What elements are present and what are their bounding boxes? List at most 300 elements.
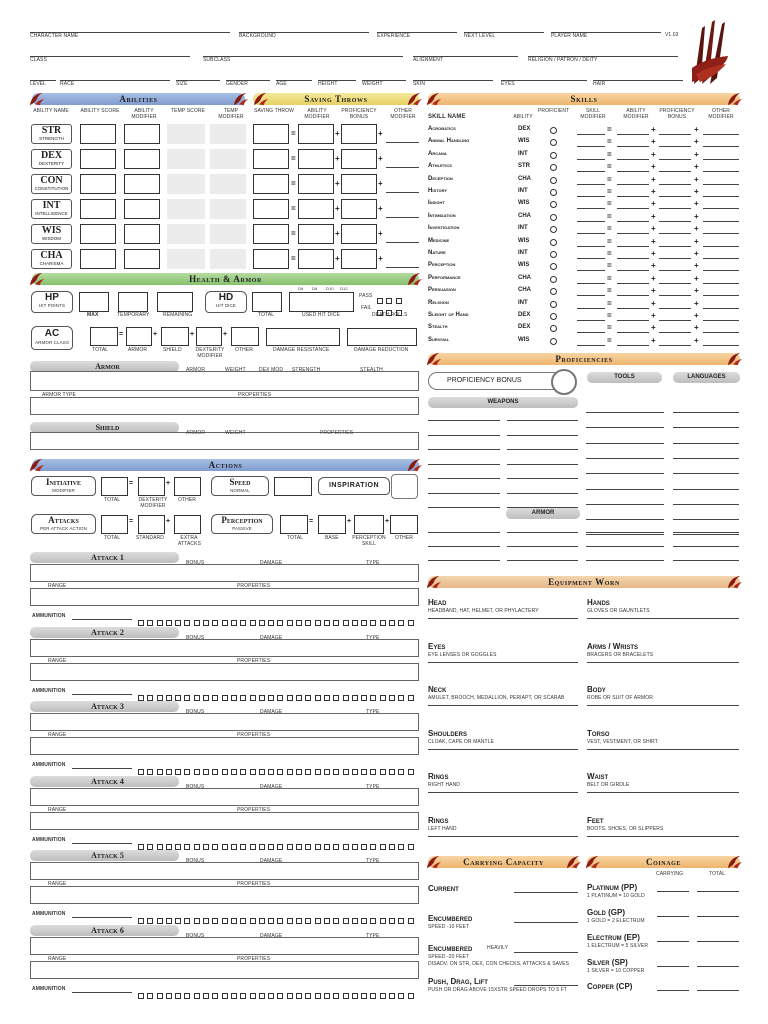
coin-carrying-line[interactable]: [657, 891, 689, 892]
attack-row-box[interactable]: [30, 862, 419, 880]
skill-other-line[interactable]: [703, 320, 739, 321]
languages-line[interactable]: [673, 534, 739, 535]
ability-modifier-box[interactable]: [124, 174, 160, 194]
save-prof-bonus-box[interactable]: [341, 224, 377, 244]
equipment-line[interactable]: [587, 749, 739, 750]
header-label: LEVEL: [30, 81, 47, 87]
skill-other-line[interactable]: [703, 283, 739, 284]
skill-prof-line[interactable]: [659, 134, 691, 135]
skill-other-line[interactable]: [703, 332, 739, 333]
skill-other-line[interactable]: [703, 208, 739, 209]
attack-range-box[interactable]: [30, 886, 419, 904]
equipment-line[interactable]: [428, 836, 578, 837]
coin-total-line[interactable]: [697, 941, 739, 942]
save-other-line[interactable]: [386, 267, 419, 268]
skill-proficient-radio[interactable]: [550, 251, 557, 258]
hp-field-label: TOTAL: [258, 312, 275, 318]
tools-line[interactable]: [586, 412, 664, 413]
languages-line[interactable]: [673, 458, 739, 459]
ammunition-checkboxes[interactable]: [138, 911, 417, 929]
skill-proficient-radio[interactable]: [550, 338, 557, 345]
temp-modifier-box[interactable]: [210, 174, 246, 194]
weapons-line[interactable]: [428, 449, 500, 450]
skill-prof-line[interactable]: [659, 208, 691, 209]
skill-modifier-line[interactable]: [577, 283, 605, 284]
carrying-line[interactable]: [514, 952, 578, 953]
languages-line[interactable]: [673, 427, 739, 428]
skill-prof-line[interactable]: [659, 233, 691, 234]
ability-score-box[interactable]: [80, 124, 116, 144]
ability-score-box[interactable]: [80, 249, 116, 269]
skill-modifier-line[interactable]: [577, 184, 605, 185]
armor-prof-line[interactable]: [428, 532, 500, 533]
skill-prof-line[interactable]: [659, 295, 691, 296]
hp-sub: HIT POINTS: [38, 303, 66, 308]
skill-modifier-line[interactable]: [577, 345, 605, 346]
skill-proficient-radio[interactable]: [550, 301, 557, 308]
ability-score-box[interactable]: [80, 224, 116, 244]
saving-throw-box[interactable]: [253, 224, 289, 244]
skill-modifier-line[interactable]: [577, 134, 605, 135]
skill-ability: DEX: [518, 312, 531, 318]
ability-modifier-box[interactable]: [124, 249, 160, 269]
skill-ability-mod-line[interactable]: [617, 134, 649, 135]
saving-throw-box[interactable]: [253, 199, 289, 219]
saving-throw-box[interactable]: [253, 249, 289, 269]
armor-type-box[interactable]: [30, 397, 419, 415]
weapons-line[interactable]: [428, 507, 500, 508]
attacks-count-box[interactable]: [174, 515, 201, 534]
equipment-line[interactable]: [587, 792, 739, 793]
languages-line[interactable]: [673, 532, 739, 533]
ammunition-line[interactable]: [72, 843, 132, 844]
save-other-line[interactable]: [386, 167, 419, 168]
hd-sub: HIT DICE: [216, 303, 236, 308]
header-field-line[interactable]: [203, 56, 403, 57]
skill-ability-mod-line[interactable]: [617, 221, 649, 222]
save-other-line[interactable]: [386, 217, 419, 218]
skill-modifier-line[interactable]: [577, 208, 605, 209]
save-prof-bonus-box[interactable]: [341, 124, 377, 144]
armor-prof-line[interactable]: [507, 532, 578, 533]
speed-box[interactable]: [274, 477, 312, 496]
skill-prof-line[interactable]: [659, 308, 691, 309]
ability-modifier-box[interactable]: [124, 124, 160, 144]
skill-proficient-radio[interactable]: [550, 152, 557, 159]
coin-desc: 1 SILVER = 10 COPPER: [587, 968, 645, 974]
weapons-line[interactable]: [507, 449, 578, 450]
ammunition-checkboxes[interactable]: [138, 762, 417, 780]
coin-total-line[interactable]: [697, 916, 739, 917]
skill-modifier-line[interactable]: [577, 196, 605, 197]
temp-modifier-box[interactable]: [210, 199, 246, 219]
skill-proficient-radio[interactable]: [550, 263, 557, 270]
temp-modifier-box[interactable]: [210, 224, 246, 244]
attack-row-box[interactable]: [30, 564, 419, 582]
skill-other-line[interactable]: [703, 221, 739, 222]
header-label: CLASS: [30, 57, 47, 63]
save-ability-mod-box[interactable]: [298, 174, 334, 194]
attack-range-box[interactable]: [30, 961, 419, 979]
weapons-line[interactable]: [507, 493, 578, 494]
skill-ability-mod-line[interactable]: [617, 270, 649, 271]
perception-box[interactable]: [318, 515, 346, 534]
ac-component-box[interactable]: [90, 327, 118, 346]
tools-line[interactable]: [586, 489, 664, 490]
attack-range-box[interactable]: [30, 588, 419, 606]
save-ability-mod-box[interactable]: [298, 124, 334, 144]
skill-ability-mod-line[interactable]: [617, 246, 649, 247]
save-ability-mod-box[interactable]: [298, 224, 334, 244]
hd-label-box: [205, 291, 247, 313]
skill-prof-line[interactable]: [659, 184, 691, 185]
skill-modifier-line[interactable]: [577, 221, 605, 222]
saving-throw-box[interactable]: [253, 174, 289, 194]
tools-line[interactable]: [586, 534, 664, 535]
ac-component-box[interactable]: [196, 327, 222, 346]
hp-max-box[interactable]: [79, 292, 109, 312]
armor-prof-line[interactable]: [428, 546, 500, 547]
languages-line[interactable]: [673, 412, 739, 413]
equipment-line[interactable]: [428, 662, 578, 663]
skill-proficient-radio[interactable]: [550, 239, 557, 246]
save-ability-mod-box[interactable]: [298, 199, 334, 219]
skill-ability-mod-line[interactable]: [617, 320, 649, 321]
temp-score-box[interactable]: [167, 249, 205, 269]
coin-carrying-line[interactable]: [657, 966, 689, 967]
languages-line[interactable]: [673, 489, 739, 490]
ability-abbr: DEX: [40, 150, 63, 161]
attacks-count-box[interactable]: [138, 515, 165, 534]
temp-score-box[interactable]: [167, 174, 205, 194]
armor-prof-line[interactable]: [507, 560, 578, 561]
carrying-name: Push, Drag, Lift: [428, 977, 488, 986]
initiative-box[interactable]: [101, 477, 128, 496]
attack-range-box[interactable]: [30, 737, 419, 755]
tools-line[interactable]: [586, 427, 664, 428]
attack-title: Attack 5: [30, 850, 179, 861]
ac-component-box[interactable]: [126, 327, 152, 346]
weapons-line[interactable]: [428, 464, 500, 465]
perception-box[interactable]: [390, 515, 418, 534]
ammunition-checkboxes[interactable]: [138, 613, 417, 631]
tools-line[interactable]: [586, 519, 664, 520]
weapons-line[interactable]: [507, 435, 578, 436]
perception-box[interactable]: [280, 515, 308, 534]
perception-box[interactable]: [354, 515, 384, 534]
ammunition-line[interactable]: [72, 768, 132, 769]
skill-modifier-line[interactable]: [577, 146, 605, 147]
skill-ability-mod-line[interactable]: [617, 345, 649, 346]
carrying-title: Carrying Capacity: [428, 856, 579, 868]
temp-score-box[interactable]: [167, 224, 205, 244]
ability-abbr: CHA: [40, 250, 63, 261]
save-prof-bonus-box[interactable]: [341, 149, 377, 169]
skill-ability-mod-line[interactable]: [617, 295, 649, 296]
skill-ability-mod-line[interactable]: [617, 208, 649, 209]
header-label: EXPERIENCE: [377, 33, 411, 39]
equals-sign: =: [129, 518, 134, 525]
saving-throw-box[interactable]: [253, 124, 289, 144]
ability-modifier-box[interactable]: [124, 199, 160, 219]
hp-remaining-box[interactable]: [157, 292, 193, 312]
coin-total-line[interactable]: [697, 891, 739, 892]
skill-other-line[interactable]: [703, 233, 739, 234]
skill-prof-line[interactable]: [659, 246, 691, 247]
header-field-line[interactable]: [593, 80, 683, 81]
skill-ability-mod-line[interactable]: [617, 258, 649, 259]
attack-row-box[interactable]: [30, 713, 419, 731]
carrying-line[interactable]: [514, 985, 578, 986]
ammunition-checkboxes[interactable]: [138, 837, 417, 855]
skill-other-line[interactable]: [703, 270, 739, 271]
damage-reduction-box[interactable]: [347, 328, 417, 346]
skill-prof-line[interactable]: [659, 332, 691, 333]
header-label: SUBCLASS: [203, 57, 231, 63]
attack-range-box[interactable]: [30, 812, 419, 830]
armor-col-label: STRENGTH: [292, 367, 321, 373]
armor-row-box[interactable]: [30, 371, 419, 391]
coin-carrying-line[interactable]: [657, 990, 689, 991]
skill-other-line[interactable]: [703, 196, 739, 197]
skill-ability-mod-line[interactable]: [617, 184, 649, 185]
equipment-line[interactable]: [428, 705, 578, 706]
save-ability-mod-box[interactable]: [298, 249, 334, 269]
skill-modifier-line[interactable]: [577, 258, 605, 259]
skill-modifier-line[interactable]: [577, 308, 605, 309]
weapons-line[interactable]: [507, 478, 578, 479]
proficiency-bonus-circle[interactable]: [551, 369, 577, 395]
attack-row-box[interactable]: [30, 937, 419, 955]
equipment-line[interactable]: [428, 749, 578, 750]
coin-total-line[interactable]: [697, 966, 739, 967]
skill-prof-line[interactable]: [659, 320, 691, 321]
skill-proficient-radio[interactable]: [550, 177, 557, 184]
skill-proficient-radio[interactable]: [550, 288, 557, 295]
tools-line[interactable]: [586, 560, 664, 561]
ammunition-line[interactable]: [72, 917, 132, 918]
weapons-line[interactable]: [428, 420, 500, 421]
ability-score-box[interactable]: [80, 149, 116, 169]
skill-proficient-radio[interactable]: [550, 226, 557, 233]
equipment-line[interactable]: [428, 618, 578, 619]
save-prof-bonus-box[interactable]: [341, 249, 377, 269]
skill-other-line[interactable]: [703, 146, 739, 147]
skill-proficient-radio[interactable]: [550, 139, 557, 146]
header-label: HAIR: [593, 81, 606, 87]
temp-modifier-box[interactable]: [210, 124, 246, 144]
attack-row-box[interactable]: [30, 639, 419, 657]
ac-component-box[interactable]: [161, 327, 189, 346]
equipment-line[interactable]: [587, 836, 739, 837]
ability-score-box[interactable]: [80, 174, 116, 194]
equals-sign: =: [129, 480, 134, 487]
skill-other-line[interactable]: [703, 171, 739, 172]
attack-col-label: TYPE: [366, 709, 380, 715]
weapons-title: WEAPONS: [428, 397, 578, 408]
skill-other-line[interactable]: [703, 184, 739, 185]
tools-line[interactable]: [586, 504, 664, 505]
languages-line[interactable]: [673, 473, 739, 474]
skill-modifier-line[interactable]: [577, 171, 605, 172]
skill-proficient-radio[interactable]: [550, 164, 557, 171]
damage-resistance-box[interactable]: [266, 328, 340, 346]
pass-label: PASS: [359, 293, 373, 299]
languages-line[interactable]: [673, 519, 739, 520]
plus-sign: +: [651, 211, 656, 221]
armor-prof-line[interactable]: [428, 560, 500, 561]
ammunition-line[interactable]: [72, 619, 132, 620]
plus-sign: +: [651, 137, 656, 147]
ac-component-box[interactable]: [231, 327, 259, 346]
skill-other-line[interactable]: [703, 246, 739, 247]
header-field-line[interactable]: [30, 56, 190, 57]
attacks-count-box[interactable]: [101, 515, 128, 534]
skill-other-line[interactable]: [703, 134, 739, 135]
save-prof-bonus-box[interactable]: [341, 174, 377, 194]
skill-other-line[interactable]: [703, 159, 739, 160]
coin-carrying-line[interactable]: [657, 941, 689, 942]
equipment-line[interactable]: [587, 618, 739, 619]
temp-score-box[interactable]: [167, 149, 205, 169]
hd-total-box[interactable]: [252, 292, 282, 312]
attack-properties-label: PROPERTIES: [237, 955, 271, 962]
skill-other-line[interactable]: [703, 345, 739, 346]
temp-modifier-box[interactable]: [210, 149, 246, 169]
temp-modifier-box[interactable]: [210, 249, 246, 269]
skill-prof-line[interactable]: [659, 159, 691, 160]
weapons-line[interactable]: [507, 420, 578, 421]
skill-proficient-radio[interactable]: [550, 325, 557, 332]
equipment-line[interactable]: [428, 792, 578, 793]
skill-ability-mod-line[interactable]: [617, 196, 649, 197]
skill-modifier-line[interactable]: [577, 233, 605, 234]
equals-sign: =: [607, 199, 612, 209]
tools-line[interactable]: [586, 473, 664, 474]
weapons-line[interactable]: [428, 478, 500, 479]
languages-line[interactable]: [673, 443, 739, 444]
header-label: WEIGHT: [362, 81, 383, 87]
skill-prof-line[interactable]: [659, 196, 691, 197]
save-other-line[interactable]: [386, 242, 419, 243]
used-hit-dice-box[interactable]: [289, 292, 354, 312]
skill-prof-line[interactable]: [659, 270, 691, 271]
skill-proficient-radio[interactable]: [550, 127, 557, 134]
header-label: HEIGHT: [318, 81, 338, 87]
weapons-line[interactable]: [507, 464, 578, 465]
skill-modifier-line[interactable]: [577, 159, 605, 160]
temp-score-box[interactable]: [167, 199, 205, 219]
attack-range-label: RANGE: [48, 732, 67, 738]
ability-score-box[interactable]: [80, 199, 116, 219]
temp-score-box[interactable]: [167, 124, 205, 144]
skill-modifier-line[interactable]: [577, 332, 605, 333]
skill-proficient-radio[interactable]: [550, 313, 557, 320]
ammunition-line[interactable]: [72, 992, 132, 993]
attack-range-box[interactable]: [30, 663, 419, 681]
coin-carrying-line[interactable]: [657, 916, 689, 917]
languages-line[interactable]: [673, 504, 739, 505]
plus-sign: +: [153, 331, 158, 338]
skill-prof-line[interactable]: [659, 146, 691, 147]
skill-ability-mod-line[interactable]: [617, 332, 649, 333]
equipment-line[interactable]: [587, 662, 739, 663]
skill-modifier-line[interactable]: [577, 246, 605, 247]
hp-temp-box[interactable]: [118, 292, 148, 312]
skill-prof-line[interactable]: [659, 258, 691, 259]
skill-other-line[interactable]: [703, 295, 739, 296]
skill-other-line[interactable]: [703, 308, 739, 309]
inspiration-box[interactable]: [391, 474, 418, 499]
languages-line[interactable]: [673, 546, 739, 547]
armor-prof-line[interactable]: [507, 546, 578, 547]
skill-prof-line[interactable]: [659, 345, 691, 346]
save-prof-bonus-box[interactable]: [341, 199, 377, 219]
saving-throw-box[interactable]: [253, 149, 289, 169]
equipment-line[interactable]: [587, 705, 739, 706]
weapons-line[interactable]: [428, 435, 500, 436]
skill-modifier-line[interactable]: [577, 295, 605, 296]
skill-name: Deception: [428, 175, 453, 182]
tools-line[interactable]: [586, 443, 664, 444]
plus-sign: +: [651, 273, 656, 283]
skill-ability-mod-line[interactable]: [617, 171, 649, 172]
save-other-line[interactable]: [386, 192, 419, 193]
skill-modifier-line[interactable]: [577, 270, 605, 271]
skill-proficient-radio[interactable]: [550, 214, 557, 221]
emblem-icon: [406, 91, 424, 107]
skill-ability-mod-line[interactable]: [617, 159, 649, 160]
languages-line[interactable]: [673, 560, 739, 561]
skill-ability-mod-line[interactable]: [617, 233, 649, 234]
carrying-line[interactable]: [514, 892, 578, 893]
skill-prof-line[interactable]: [659, 283, 691, 284]
ammunition-checkboxes[interactable]: [138, 986, 417, 1004]
skill-modifier-line[interactable]: [577, 320, 605, 321]
skill-proficient-radio[interactable]: [550, 201, 557, 208]
weapons-line[interactable]: [428, 493, 500, 494]
ability-modifier-box[interactable]: [124, 224, 160, 244]
header-field-line[interactable]: [60, 80, 170, 81]
skill-proficient-radio[interactable]: [550, 276, 557, 283]
skill-ability-mod-line[interactable]: [617, 146, 649, 147]
ammunition-label: AMMUNITION: [32, 836, 66, 843]
save-other-line[interactable]: [386, 142, 419, 143]
skill-prof-line[interactable]: [659, 171, 691, 172]
weapons-line[interactable]: [507, 507, 578, 508]
attack-row-box[interactable]: [30, 788, 419, 806]
ammunition-checkboxes[interactable]: [138, 688, 417, 706]
save-ability-mod-box[interactable]: [298, 149, 334, 169]
skill-proficient-radio[interactable]: [550, 189, 557, 196]
coin-total-line[interactable]: [697, 990, 739, 991]
ability-modifier-box[interactable]: [124, 149, 160, 169]
plus-sign: +: [694, 137, 699, 147]
claw-logo-icon: [686, 18, 734, 86]
initiative-box[interactable]: [138, 477, 165, 496]
skill-other-line[interactable]: [703, 258, 739, 259]
ammunition-line[interactable]: [72, 694, 132, 695]
skill-ability-mod-line[interactable]: [617, 283, 649, 284]
header-label: SKIN: [413, 81, 426, 87]
skill-ability-mod-line[interactable]: [617, 308, 649, 309]
skill-prof-line[interactable]: [659, 221, 691, 222]
carrying-line[interactable]: [514, 922, 578, 923]
tools-line[interactable]: [586, 532, 664, 533]
tools-line[interactable]: [586, 546, 664, 547]
initiative-box[interactable]: [174, 477, 201, 496]
tools-line[interactable]: [586, 458, 664, 459]
